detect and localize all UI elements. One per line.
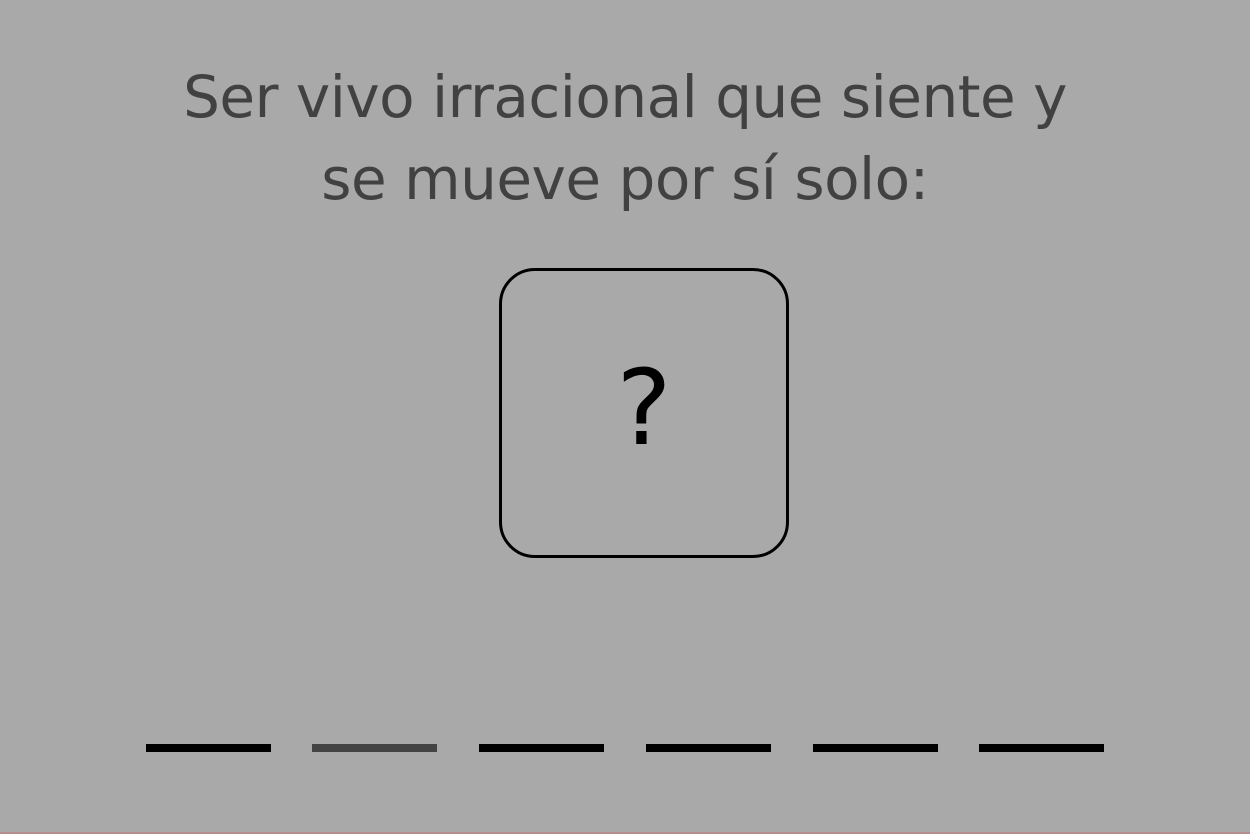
letter-slot-3[interactable] <box>479 744 604 752</box>
question-line-1: Ser vivo irracional que siente y <box>183 63 1067 131</box>
letter-slot-2[interactable] <box>312 744 437 752</box>
letter-slot-4[interactable] <box>646 744 771 752</box>
mystery-image-card[interactable] <box>499 268 789 558</box>
question-line-2: se mueve por sí solo: <box>321 145 929 213</box>
letter-slot-1[interactable] <box>146 744 271 752</box>
question-text <box>0 56 1250 220</box>
answer-slots <box>146 744 1106 756</box>
question-mark-icon: ? <box>616 347 672 469</box>
letter-slot-5[interactable] <box>813 744 938 752</box>
letter-slot-6[interactable] <box>979 744 1104 752</box>
